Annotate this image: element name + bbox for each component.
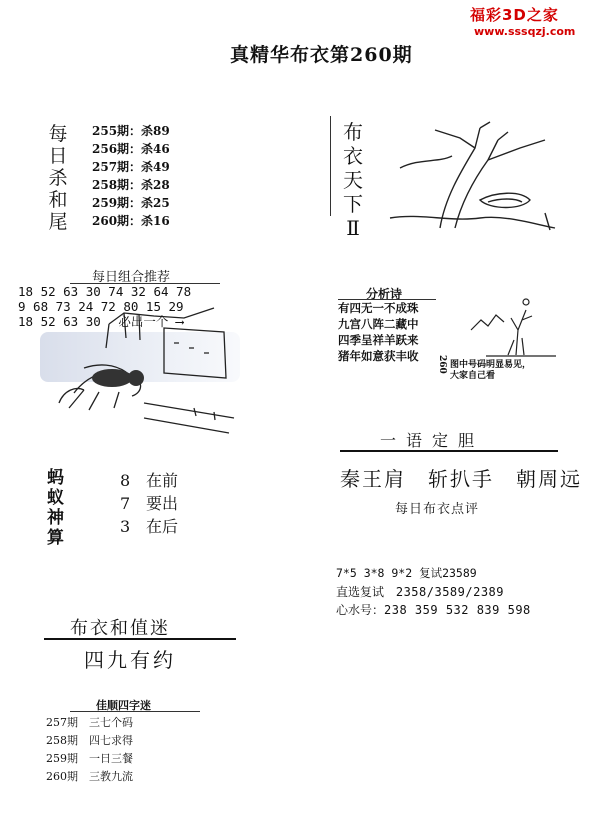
- daily-kill-label: [47, 123, 69, 233]
- riddle-answer: 四九有约: [84, 648, 176, 672]
- buyi-label-char: 天: [343, 168, 363, 192]
- poem-line: 有四无一不成珠: [338, 301, 419, 315]
- ant-tip-text: 在前: [146, 471, 179, 490]
- buyi-label-char: Ⅱ: [346, 216, 360, 240]
- combo-title: 每日组合推荐: [92, 270, 171, 285]
- riddle-title: 布衣和值迷: [70, 618, 170, 639]
- site-brand-url[interactable]: www.sssqzj.com: [474, 25, 576, 38]
- combo-row: 9 68 73 24 72 80 15 29: [18, 299, 184, 314]
- buyi-label-char: 布: [343, 120, 363, 144]
- poem-note-line: 大家自己看: [450, 371, 496, 381]
- ant-tip-number: 7: [120, 494, 131, 513]
- list-item: 255期：杀89: [92, 124, 170, 138]
- combo-row: 18 52 63 30 74 32 64 78: [18, 284, 192, 299]
- buyi-label: [341, 120, 365, 240]
- ant-tips-label-char: 蚁: [47, 488, 64, 508]
- poem-note: [450, 360, 531, 382]
- yiyu-words: 秦王肩 斩扒手 朝周远: [340, 467, 582, 491]
- ant-tip-row: [120, 491, 178, 514]
- buyi-label-char: 下: [343, 192, 363, 216]
- combo-numbers: [18, 284, 191, 329]
- daily-kill-label-char: 和: [48, 189, 68, 211]
- direct-compound-value: 2358/3589/2389: [395, 585, 504, 599]
- riddle4-title: 佳顺四字迷: [96, 699, 151, 712]
- divider: [330, 116, 337, 216]
- poem-line: 四季呈祥羊跃来: [338, 333, 419, 347]
- poem-lines: [338, 300, 419, 364]
- tree-sketch: [380, 118, 560, 233]
- ant-tip-text: 要出: [146, 494, 179, 513]
- daily-kill-label-char: 杀: [48, 167, 68, 189]
- ant-tips-label-char: 蚂: [47, 468, 64, 488]
- poem-note-number: 260: [437, 355, 447, 374]
- riddle4-list: [46, 714, 133, 786]
- list-item: 260期：杀16: [92, 214, 170, 228]
- daily-kill-label-char: 尾: [48, 211, 68, 233]
- yiyu-title: 一语定胆: [380, 431, 485, 450]
- ant-tips-label-char: 算: [47, 528, 64, 548]
- ant-tips-label-char: 神: [47, 508, 64, 528]
- list-item: 258期：杀28: [92, 178, 170, 192]
- divider: [340, 450, 558, 452]
- poem-note-line: 图中号码明显易见，: [450, 360, 532, 370]
- daily-kill-label-char: 日: [48, 145, 68, 167]
- ant-tip-text: 在后: [146, 517, 179, 536]
- heart-number-line: [336, 601, 531, 618]
- direct-compound-label: 直选复试: [336, 585, 385, 599]
- combo-note: 必出一个: [118, 314, 169, 329]
- list-item: 257期 三七个码: [46, 716, 133, 729]
- direct-compound-line: [336, 583, 504, 600]
- list-item: 260期 三教九流: [46, 770, 133, 783]
- divider: [70, 711, 200, 712]
- poem-title: 分析诗: [366, 287, 403, 301]
- poem-line: 九宫八阵二藏中: [338, 317, 419, 331]
- ant-tip-row: [120, 514, 178, 537]
- site-brand-name: 福彩3D之家: [470, 6, 559, 24]
- page-title: 真精华布衣第260期: [230, 44, 413, 66]
- arrow-icon: ⟶: [175, 314, 184, 329]
- site-brand[interactable]: [470, 4, 575, 38]
- ant-tips-label: [47, 468, 64, 548]
- list-item: 258期 四七求得: [46, 734, 133, 747]
- ant-tip-number: 8: [120, 471, 131, 490]
- poem-sketch: [466, 290, 566, 360]
- daily-kill-list: [92, 122, 170, 230]
- list-item: 257期：杀49: [92, 160, 170, 174]
- daily-comment-title: 每日布衣点评: [395, 502, 480, 517]
- list-item: 256期：杀46: [92, 142, 170, 156]
- combo-row: [18, 314, 191, 329]
- divider: [44, 638, 236, 640]
- heart-number-label: 心水号：: [336, 603, 385, 617]
- heart-number-value: 238 359 532 839 598: [384, 603, 531, 617]
- list-item: 259期 一日三餐: [46, 752, 133, 765]
- compound-line: 7*5 3*8 9*2 复试23589: [336, 566, 477, 580]
- poem-line: 猪年如意获丰收: [338, 349, 419, 363]
- daily-kill-label-char: 每: [48, 123, 68, 145]
- ant-tip-row: [120, 468, 178, 491]
- list-item: 259期：杀25: [92, 196, 170, 210]
- combo-row-values: 18 52 63 30: [18, 314, 101, 329]
- buyi-label-char: 衣: [343, 144, 363, 168]
- ant-tip-number: 3: [120, 517, 131, 536]
